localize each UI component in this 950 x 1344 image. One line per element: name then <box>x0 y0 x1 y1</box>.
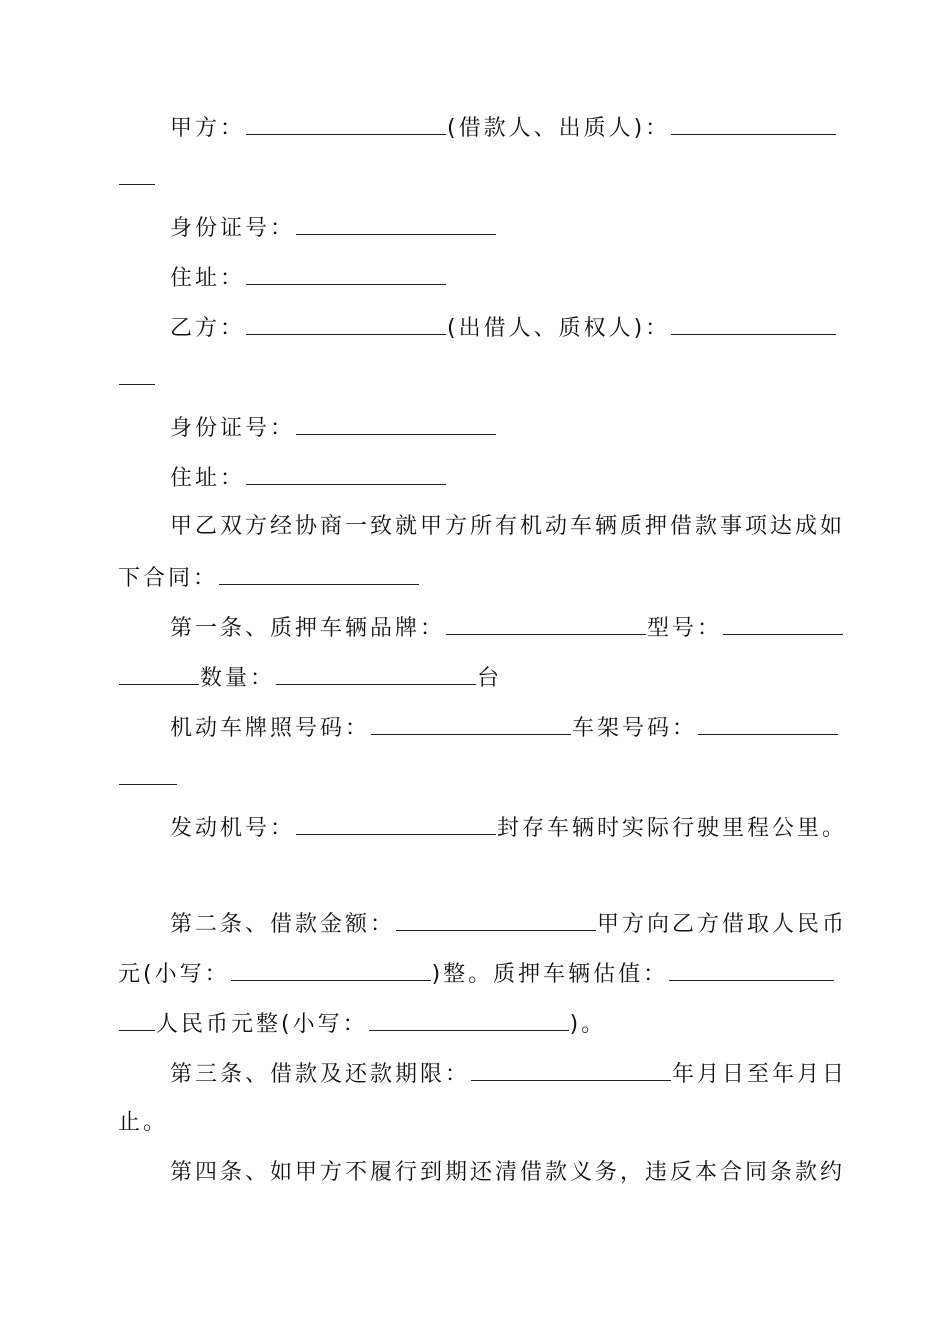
loan-lowercase-label: 元(小写： <box>118 962 230 987</box>
party-b-id-blank[interactable] <box>296 412 496 435</box>
intro-text-2: 下合同： <box>118 566 219 591</box>
article-1-line-1 <box>170 612 844 642</box>
party-b-id-line <box>170 412 497 442</box>
intro-line-2 <box>118 562 420 592</box>
valuation-blank[interactable] <box>669 958 834 981</box>
article-3-line-2 <box>118 1108 168 1138</box>
engine-rest: 封存车辆时实际行驶里程公里。 <box>497 816 848 841</box>
party-a-id-line <box>170 212 497 242</box>
term-label: 第三条、借款及还款期限： <box>170 1062 471 1087</box>
party-a-line <box>170 112 837 142</box>
party-a-address-line <box>170 262 447 292</box>
frame-blank[interactable] <box>698 712 838 735</box>
party-b-address-line <box>170 462 447 492</box>
party-a-id-blank[interactable] <box>296 212 496 235</box>
party-a-continued-line <box>118 162 156 192</box>
party-a-label: 甲方： <box>170 116 246 141</box>
loan-lowercase-blank[interactable] <box>231 958 431 981</box>
loan-amount-label: 第二条、借款金额： <box>170 912 396 937</box>
valuation-lowercase-blank[interactable] <box>369 1008 569 1031</box>
article-2-line-2 <box>118 958 835 988</box>
term-blank[interactable] <box>471 1058 671 1081</box>
frame-label: 车架号码： <box>572 716 698 741</box>
plate-blank[interactable] <box>371 712 571 735</box>
plate-label: 机动车牌照号码： <box>170 716 371 741</box>
party-a-continued-blank[interactable] <box>119 162 155 185</box>
article-4-line-1 <box>170 1158 845 1188</box>
quantity-label: 数量： <box>200 666 276 691</box>
article-1-line-4 <box>118 762 178 792</box>
valuation-blank-continued[interactable] <box>119 1008 155 1031</box>
party-b-continued-blank[interactable] <box>119 362 155 385</box>
article-2-line-3 <box>118 1008 606 1038</box>
engine-blank[interactable] <box>296 812 496 835</box>
party-b-line <box>170 312 837 342</box>
term-end: 止。 <box>118 1110 169 1135</box>
intro-blank[interactable] <box>219 562 419 585</box>
party-b-role-blank[interactable] <box>671 312 836 335</box>
valuation-text: 人民币元整(小写： <box>156 1012 368 1037</box>
quantity-unit: 台 <box>477 666 503 691</box>
article-2-line-1 <box>170 908 847 938</box>
valuation-end: )。 <box>569 1012 607 1037</box>
intro-line-1 <box>170 512 845 542</box>
party-a-address-blank[interactable] <box>246 262 446 285</box>
article-1-line-3 <box>170 712 839 742</box>
party-a-name-blank[interactable] <box>246 112 446 135</box>
party-b-label: 乙方： <box>170 316 246 341</box>
party-b-continued-line <box>118 362 156 392</box>
party-b-id-label: 身份证号： <box>170 416 296 441</box>
party-b-address-label: 住址： <box>170 466 246 491</box>
valuation-label: )整。质押车辆估值： <box>431 962 669 987</box>
party-a-role: (借款人、出质人)： <box>447 116 671 141</box>
model-blank[interactable] <box>723 612 843 635</box>
brand-blank[interactable] <box>446 612 646 635</box>
article-1-line-5 <box>170 812 847 842</box>
party-a-id-label: 身份证号： <box>170 216 296 241</box>
model-label: 型号： <box>647 616 723 641</box>
intro-text-1: 甲乙双方经协商一致就甲方所有机动车辆质押借款事项达成如 <box>170 514 846 539</box>
article-3-line-1 <box>170 1058 847 1088</box>
loan-amount-blank[interactable] <box>396 908 596 931</box>
party-b-role: (出借人、质权人)： <box>447 316 671 341</box>
brand-label: 第一条、质押车辆品牌： <box>170 616 446 641</box>
loan-amount-text: 甲方向乙方借取人民币 <box>597 912 848 937</box>
frame-blank-continued[interactable] <box>119 762 177 785</box>
party-a-role-blank[interactable] <box>671 112 836 135</box>
engine-label: 发动机号： <box>170 816 296 841</box>
term-text: 年月日至年月日 <box>672 1062 848 1087</box>
model-blank-continued[interactable] <box>119 662 199 685</box>
article-4-text: 第四条、如甲方不履行到期还清借款义务，违反本合同条款约 <box>170 1160 846 1185</box>
quantity-blank[interactable] <box>276 662 476 685</box>
party-b-address-blank[interactable] <box>246 462 446 485</box>
article-1-line-2 <box>118 662 502 692</box>
party-a-address-label: 住址： <box>170 266 246 291</box>
party-b-name-blank[interactable] <box>246 312 446 335</box>
